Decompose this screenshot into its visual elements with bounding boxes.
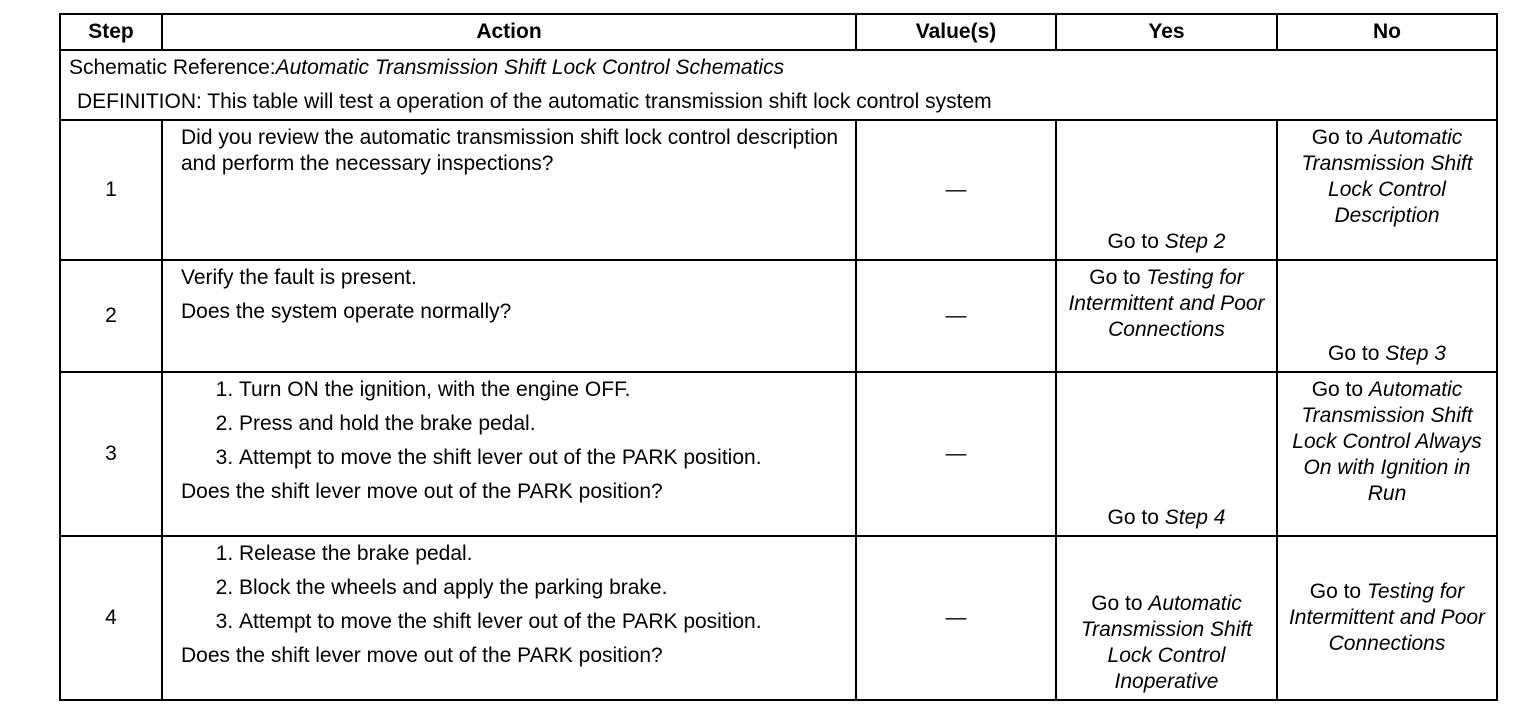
- schematic-reference: [69, 51, 1488, 85]
- action-question: Does the shift lever move out of the PARK position?: [181, 644, 663, 667]
- yes-cell: [1056, 120, 1277, 260]
- yes-link[interactable]: Automatic Transmission Shift Lock Control Inoperative: [1080, 592, 1253, 693]
- no-cell: [1277, 372, 1497, 536]
- no-link[interactable]: Step 3: [1385, 342, 1446, 365]
- no-prefix: Go to: [1328, 342, 1386, 365]
- action-list-item: 2. Block the wheels and apply the parking brake.: [239, 575, 845, 601]
- schematic-reference-link[interactable]: Automatic Transmission Shift Lock Control Schematics: [275, 56, 785, 79]
- step-number: 4: [60, 536, 162, 700]
- action-list-item: 1. Release the brake pedal.: [239, 541, 845, 567]
- schematic-reference-label: Schematic Reference:: [69, 56, 276, 79]
- no-prefix: Go to: [1309, 580, 1367, 603]
- action-list-item: 1. Turn ON the ignition, with the engine OFF.: [239, 377, 845, 403]
- action-question: Did you review the automatic transmission shift lock control description and perform the necessary inspections?: [181, 126, 839, 175]
- header-no: No: [1277, 14, 1497, 50]
- header-values: Value(s): [856, 14, 1056, 50]
- action-cell: [162, 120, 856, 260]
- header-action: Action: [162, 14, 856, 50]
- step-number: 3: [60, 372, 162, 536]
- action-cell: [162, 260, 856, 372]
- yes-link[interactable]: Step 4: [1164, 506, 1226, 529]
- step-number: 2: [60, 260, 162, 372]
- no-cell: [1277, 260, 1497, 372]
- table-row: [60, 120, 1497, 260]
- table-row: [60, 536, 1497, 700]
- action-question: Does the system operate normally?: [181, 300, 512, 323]
- value-cell: —: [856, 536, 1056, 700]
- no-cell: [1277, 536, 1497, 700]
- yes-prefix: Go to: [1107, 230, 1165, 253]
- action-list-item: 2. Press and hold the brake pedal.: [239, 411, 845, 437]
- reference-cell: [60, 50, 1497, 120]
- yes-prefix: Go to: [1091, 592, 1149, 615]
- action-cell: [162, 372, 856, 536]
- header-row: [60, 14, 1497, 50]
- header-yes: Yes: [1056, 14, 1277, 50]
- yes-cell: [1056, 260, 1277, 372]
- yes-cell: [1056, 372, 1277, 536]
- table-row: [60, 260, 1497, 372]
- action-question: Does the shift lever move out of the PARK position?: [181, 480, 663, 503]
- diagnostic-table: [59, 13, 1498, 701]
- action-list: [181, 377, 845, 471]
- yes-prefix: Go to: [1089, 266, 1147, 289]
- value-cell: —: [856, 260, 1056, 372]
- action-cell: [162, 536, 856, 700]
- header-step: Step: [60, 14, 162, 50]
- no-prefix: Go to: [1311, 378, 1369, 401]
- yes-link[interactable]: Testing for Intermittent and Poor Connections: [1068, 266, 1265, 341]
- yes-link[interactable]: Step 2: [1164, 230, 1226, 253]
- reference-row: [60, 50, 1497, 120]
- yes-cell: [1056, 536, 1277, 700]
- no-cell: [1277, 120, 1497, 260]
- no-prefix: Go to: [1311, 126, 1369, 149]
- step-number: 1: [60, 120, 162, 260]
- value-cell: —: [856, 120, 1056, 260]
- action-list-item: 3. Attempt to move the shift lever out of the PARK position.: [239, 609, 845, 635]
- table-row: [60, 372, 1497, 536]
- no-link[interactable]: Automatic Transmission Shift Lock Control Description: [1301, 126, 1473, 227]
- no-link[interactable]: Testing for Intermittent and Poor Connections: [1288, 580, 1486, 655]
- action-instruction: Verify the fault is present.: [181, 266, 417, 289]
- no-link[interactable]: Automatic Transmission Shift Lock Control Always On with Ignition in Run: [1292, 378, 1482, 505]
- value-cell: —: [856, 372, 1056, 536]
- action-list: [181, 541, 845, 635]
- definition-text: DEFINITION: This table will test a operation of the automatic transmission shift lock control system: [77, 90, 992, 113]
- action-list-item: 3. Attempt to move the shift lever out of the PARK position.: [239, 445, 845, 471]
- yes-prefix: Go to: [1107, 506, 1165, 529]
